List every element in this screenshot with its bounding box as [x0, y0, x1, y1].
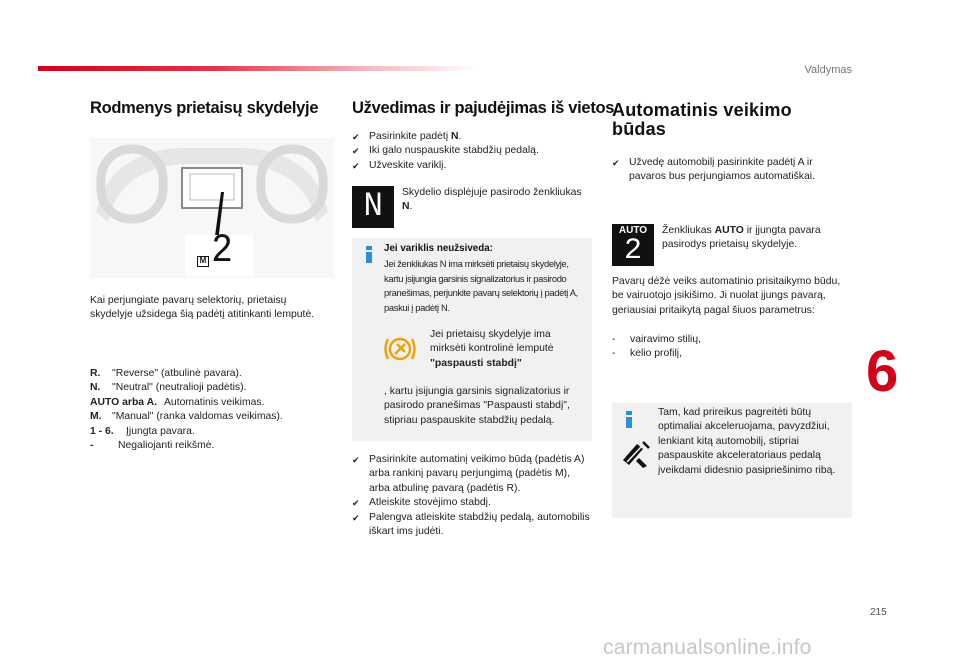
legend-row: N. "Neutral" (neutralioji padėtis). [90, 382, 247, 394]
chapter-number: 6 [866, 339, 899, 404]
info-heading: Jei variklis neužsiveda: [384, 243, 493, 254]
page-number: 215 [870, 607, 887, 618]
list-item: ✔ Pasirinkite automatinį veikimo būdą (padėtis A) arba rankinį pavarų perjungimą (padėtis M), arba atbulinę pavarą (padėtis R). [352, 454, 585, 494]
tip-text: Tam, kad prireikus pagreitėti būtų optimaliai akceleruojama, pavyzdžiui, lenkiant kitą automobilį, stipriai paspauskite akceleratoriaus pedalą įveikdami didesnio pasipriešinimo ribą. [658, 407, 836, 476]
col3-title: Automatinis veikimo būdas [612, 100, 792, 139]
col3-params [612, 333, 852, 362]
auto-display-icon: AUTO 2 [612, 224, 654, 266]
list-item: - kelio profilį, [612, 348, 682, 360]
col1-intro: Kai perjungiate pavarų selektorių, prietaisų skydelyje užsidega šią padėtį atitinkanti lemputė. [90, 295, 315, 321]
info-icon [625, 411, 633, 427]
list-item: - vairavimo stilių, [612, 334, 702, 345]
list-item: ✔ Iki galo nuspauskite stabdžių pedalą. [352, 145, 539, 157]
legend-row: 1 - 6. Įjungta pavara. [90, 425, 195, 437]
gear-legend [90, 367, 283, 453]
list-item: ✔ Pasirinkite padėtį N. [352, 131, 462, 142]
list-item: ✔ Atleiskite stovėjimo stabdį. [352, 497, 491, 509]
acceleration-tip-box [612, 403, 852, 518]
info-body: Jei ženkliukas N ima mirksėti prietaisų skydelyje, kartu įsijungia garsinis signalizatorius ir pasirodo pranešimas, perjunkite pavarų selektorių į padėtį A, paskui į padėtį N. [384, 258, 578, 313]
section-name: Valdymas [804, 64, 852, 76]
legend-row: - Negaliojanti reikšmė. [90, 440, 215, 452]
legend-row: M. "Manual" (ranka valdomas veikimas). [90, 411, 283, 423]
col2-steps-start [352, 130, 592, 173]
n-display-caption: Skydelio displėjuje pasirodo ženkliukas N. [402, 187, 582, 213]
cluster-mode-letter: M [197, 256, 209, 267]
brake-warning-text-bottom: , kartu įsijungia garsinis signalizatorius ir pasirodo pranešimas "Paspausti stabdį", stipriau paspauskite stabdžių pedalą. [384, 386, 570, 426]
engine-start-info-box [352, 238, 592, 441]
accelerator-pedal-icon [619, 438, 651, 470]
col1-title: Rodmenys prietaisų skydelyje [90, 99, 319, 117]
auto-display-caption: Ženkliukas AUTO ir įjungta pavara pasirodys prietaisų skydelyje. [662, 225, 821, 251]
col3-paragraph: Pavarų dėžė veiks automatinio prisitaikymo būdu, be vairuotojo įsikišimo. Ji nuolat įjungs pavarą, geriausiai pritaikytą pagal šiuos parametrus: [612, 276, 841, 316]
watermark-text: carmanualsonline.info [603, 636, 812, 659]
col2-steps-drive [352, 453, 592, 539]
list-item: ✔ Užvedę automobilį pasirinkite padėtį A ir pavaros bus perjungiamos automatiškai. [612, 157, 815, 183]
brake-warning-text-top: Jei prietaisų skydelyje ima mirksėti kontrolinė lemputė "paspausti stabdį" [430, 329, 554, 369]
legend-row: AUTO arba A. Automatinis veikimas. [90, 396, 265, 408]
col2-title: Užvedimas ir pajudėjimas iš vietos [352, 99, 615, 117]
brake-warning-icon [382, 335, 418, 363]
info-icon [365, 246, 373, 262]
col3-step [612, 156, 852, 185]
list-item: ✔ Užveskite variklį. [352, 159, 447, 171]
legend-row: R. "Reverse" (atbulinė pavara). [90, 368, 242, 379]
cluster-gear-digit: 2 [211, 229, 233, 274]
list-item: ✔ Palengva atleiskite stabdžių pedalą, automobilis iškart ims judėti. [352, 511, 590, 538]
header-accent-bar [38, 66, 478, 71]
n-display-icon: N [352, 186, 394, 228]
